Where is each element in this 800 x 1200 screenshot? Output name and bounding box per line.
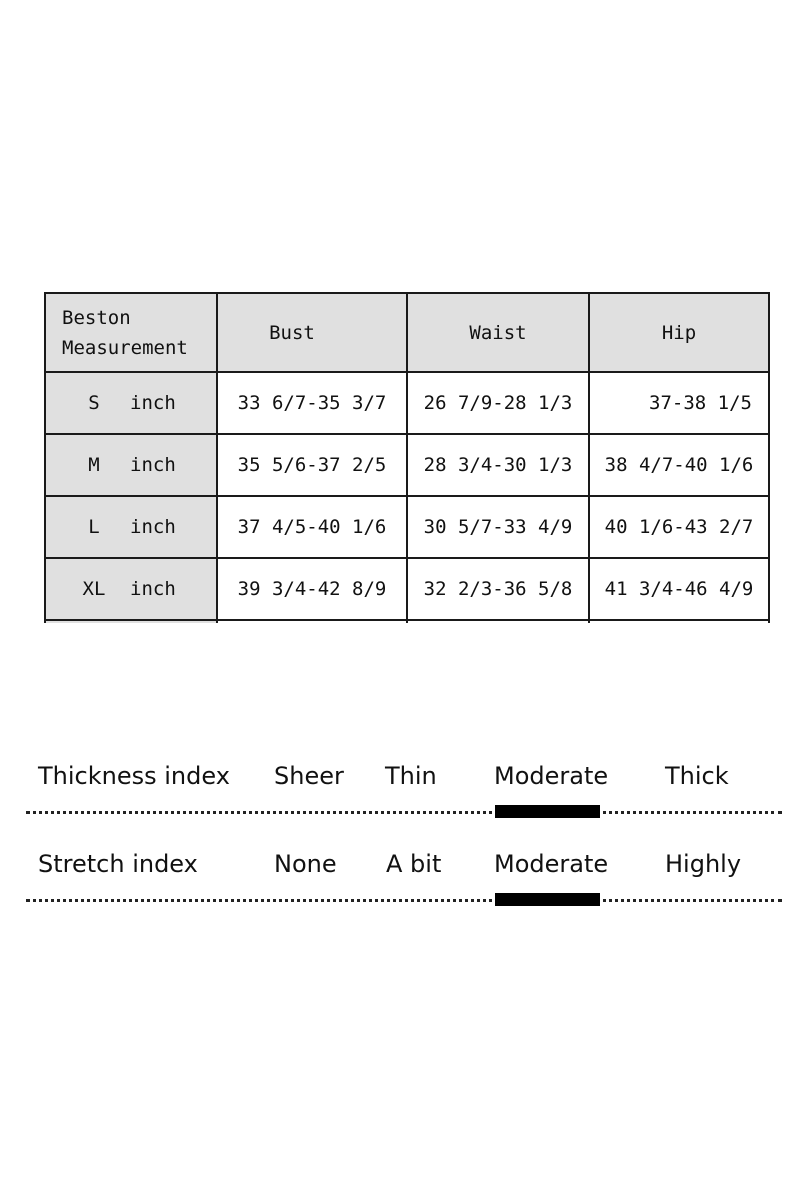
thickness-level-moderate: Moderate: [494, 762, 609, 790]
thickness-index-section: [0, 762, 800, 810]
stretch-index-row: [0, 850, 800, 898]
size-label: M: [88, 454, 100, 476]
corner-label-line1: Beston: [62, 306, 131, 329]
stretch-selected-marker: [495, 893, 600, 906]
table-row: [45, 558, 769, 620]
size-cell: [45, 558, 217, 620]
stretch-index-section: [0, 850, 800, 898]
tail-cell: [407, 620, 589, 623]
bust-value: 35 5/6-37 2/5: [217, 434, 407, 496]
unit-label: inch: [130, 454, 176, 476]
bust-value: 37 4/5-40 1/6: [217, 496, 407, 558]
stretch-level-a-bit: A bit: [386, 850, 442, 878]
stretch-level-moderate: Moderate: [494, 850, 609, 878]
waist-value: 28 3/4-30 1/3: [407, 434, 589, 496]
hip-value: 41 3/4-46 4/9: [589, 558, 769, 620]
size-label: S: [88, 392, 100, 414]
column-header-hip: Hip: [589, 293, 769, 372]
size-label: L: [88, 516, 100, 538]
size-cell: [45, 496, 217, 558]
column-header-waist: Waist: [407, 293, 589, 372]
hip-value: 40 1/6-43 2/7: [589, 496, 769, 558]
corner-header-cell: [45, 293, 217, 372]
hip-value: 38 4/7-40 1/6: [589, 434, 769, 496]
thickness-dotted-scale: [26, 811, 782, 814]
hip-value: 37-38 1/5: [589, 372, 769, 434]
size-cell: [45, 434, 217, 496]
size-chart-table: [44, 292, 770, 623]
thickness-level-sheer: Sheer: [274, 762, 344, 790]
stretch-level-none: None: [274, 850, 337, 878]
unit-label: inch: [130, 516, 176, 538]
tail-cell: [217, 620, 407, 623]
stretch-index-label: Stretch index: [38, 850, 198, 878]
thickness-index-label: Thickness index: [38, 762, 230, 790]
waist-value: 30 5/7-33 4/9: [407, 496, 589, 558]
corner-label-line2: Measurement: [62, 336, 188, 359]
size-cell: [45, 372, 217, 434]
bust-value: 39 3/4-42 8/9: [217, 558, 407, 620]
thickness-index-row: [0, 762, 800, 810]
tail-cell: [45, 620, 217, 623]
table-row: [45, 372, 769, 434]
unit-label: inch: [130, 578, 176, 600]
bust-value: 33 6/7-35 3/7: [217, 372, 407, 434]
table-tail-row: [45, 620, 769, 623]
table-header-row: [45, 293, 769, 372]
waist-value: 26 7/9-28 1/3: [407, 372, 589, 434]
thickness-level-thin: Thin: [385, 762, 437, 790]
tail-cell: [589, 620, 769, 623]
thickness-level-thick: Thick: [665, 762, 729, 790]
stretch-level-highly: Highly: [665, 850, 742, 878]
size-label: XL: [82, 578, 106, 600]
unit-label: inch: [130, 392, 176, 414]
stretch-dotted-scale: [26, 899, 782, 902]
waist-value: 32 2/3-36 5/8: [407, 558, 589, 620]
thickness-selected-marker: [495, 805, 600, 818]
table-row: [45, 496, 769, 558]
table-row: [45, 434, 769, 496]
column-header-bust: Bust: [217, 293, 407, 372]
